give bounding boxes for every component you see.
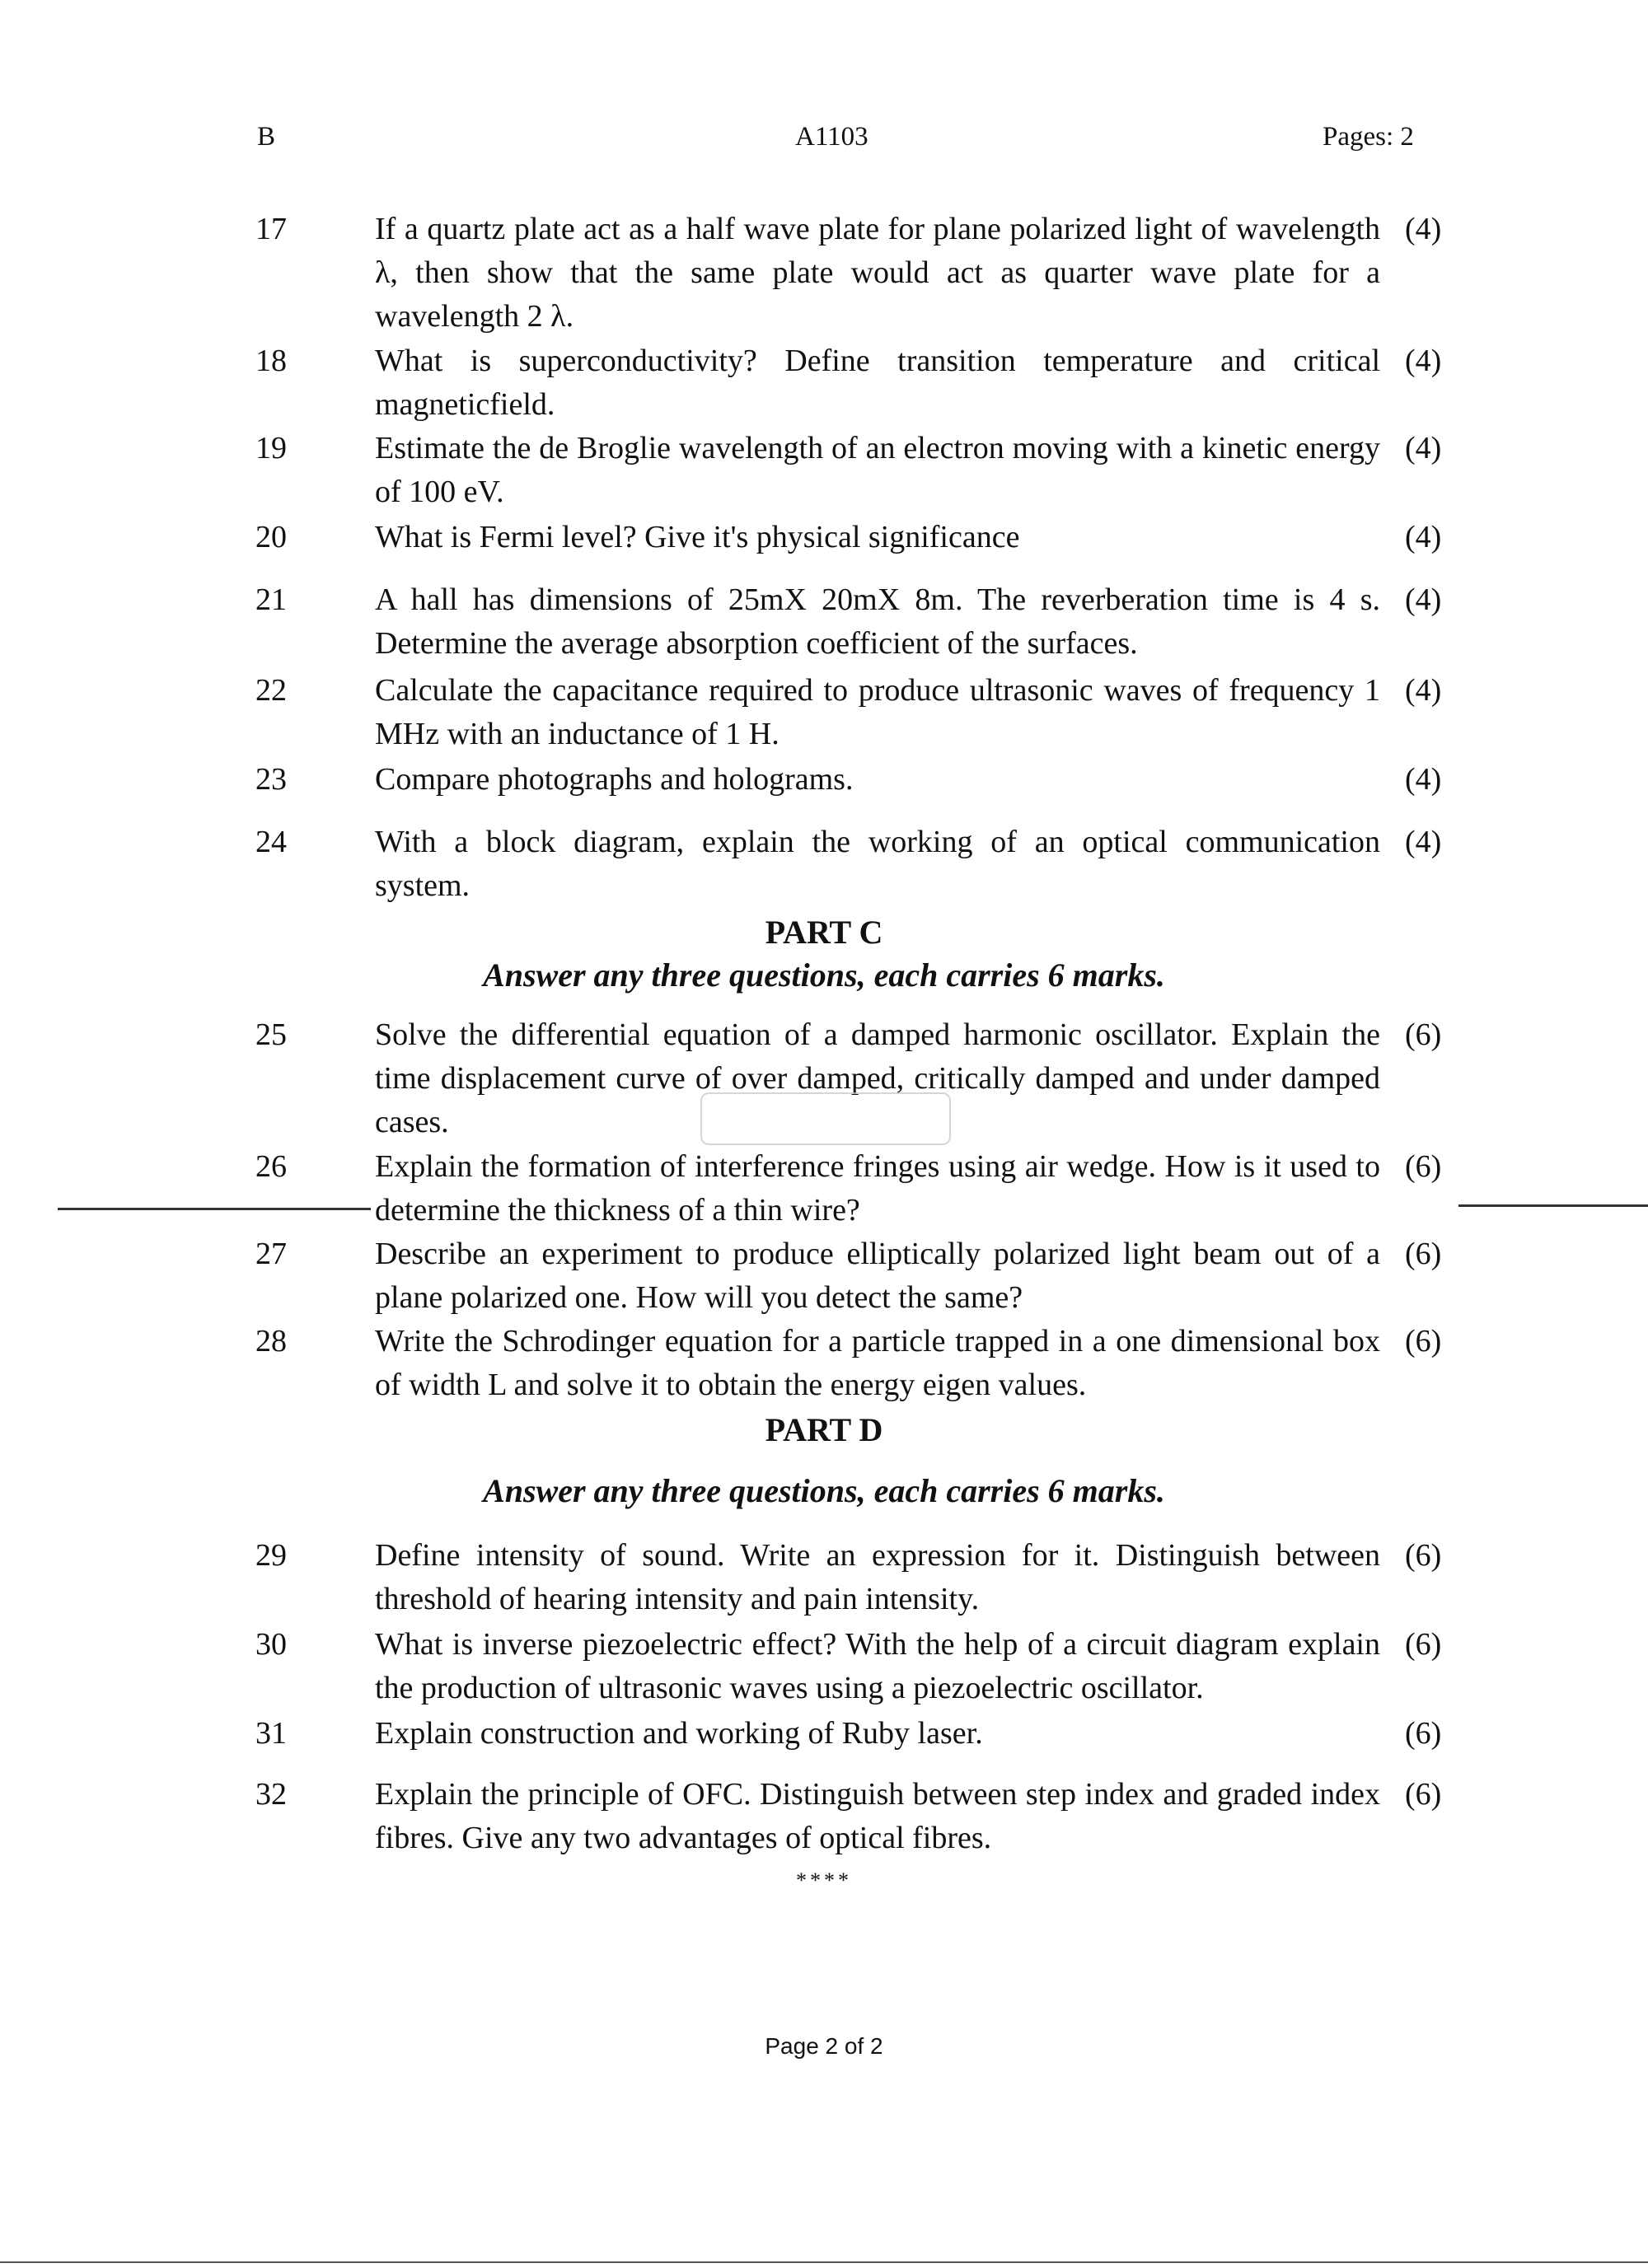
question-number: 29 — [255, 1538, 287, 1573]
question-text: Define intensity of sound. Write an expression for it. Distinguish between threshold of hearing intensity and pain intensity. — [375, 1538, 1380, 1616]
question-marks: (6) — [1405, 1017, 1442, 1052]
question-marks: (6) — [1405, 1777, 1442, 1812]
part-d-instruction: Answer any three questions, each carries 6 marks. — [483, 1472, 1165, 1509]
question-text: Compare photographs and holograms. — [375, 762, 854, 797]
end-marker: **** — [796, 1868, 852, 1892]
question-text: Describe an experiment to produce elliptically polarized light beam out of a plane polarized one. How will you detect the same? — [375, 1237, 1380, 1315]
question-text: Explain the principle of OFC. Distinguish between step index and graded index fibres. Give any two advantages of optical fibres. — [375, 1777, 1380, 1855]
part-d-title: PART D — [765, 1411, 883, 1448]
question-marks: (6) — [1405, 1627, 1442, 1662]
question-marks: (6) — [1405, 1237, 1442, 1271]
question-number: 30 — [255, 1627, 287, 1662]
question-text: Solve the differential equation of a damped harmonic oscillator. Explain the time displacement curve of over damped, critically damped and under damped cases. — [375, 1017, 1380, 1139]
question-number: 23 — [255, 762, 287, 797]
page-count: Pages: 2 — [1323, 122, 1414, 152]
question-number: 32 — [255, 1777, 287, 1812]
question-marks: (4) — [1405, 520, 1442, 554]
question-number: 19 — [255, 431, 287, 465]
question-text: With a block diagram, explain the working of an optical communication system. — [375, 825, 1380, 903]
question-text: Explain construction and working of Ruby laser. — [375, 1716, 983, 1751]
question-number: 24 — [255, 825, 287, 859]
question-marks: (6) — [1405, 1149, 1442, 1184]
scan-rule-left — [58, 1208, 371, 1210]
question-text: Write the Schrodinger equation for a particle trapped in a one dimensional box of width L and solve it to obtain the energy eigen values. — [375, 1324, 1380, 1402]
question-text: Explain the formation of interference fringes using air wedge. How is it used to determine the thickness of a thin wire? — [375, 1149, 1380, 1228]
question-number: 22 — [255, 673, 287, 708]
question-marks: (6) — [1405, 1716, 1442, 1751]
part-c-instruction: Answer any three questions, each carries 6 marks. — [483, 956, 1165, 994]
question-marks: (4) — [1405, 344, 1442, 378]
question-number: 31 — [255, 1716, 287, 1751]
question-marks: (4) — [1405, 212, 1442, 246]
question-marks: (4) — [1405, 431, 1442, 465]
question-number: 27 — [255, 1237, 287, 1271]
question-marks: (6) — [1405, 1538, 1442, 1573]
series-label: B — [257, 122, 276, 152]
question-text: Calculate the capacitance required to produce ultrasonic waves of frequency 1 MHz with an inductance of 1 H. — [375, 673, 1380, 751]
watermark-logo — [700, 1092, 951, 1145]
question-text: If a quartz plate act as a half wave plate for plane polarized light of wavelength λ, then show that the same plate would act as quarter wave plate for a wavelength 2 λ. — [375, 212, 1380, 334]
question-text: What is inverse piezoelectric effect? With the help of a circuit diagram explain the production of ultrasonic waves using a piezoelectric oscillator. — [375, 1627, 1380, 1705]
page-footer: Page 2 of 2 — [765, 2033, 883, 2059]
part-c-title: PART C — [765, 914, 883, 951]
question-marks: (6) — [1405, 1324, 1442, 1358]
question-number: 28 — [255, 1324, 287, 1358]
question-marks: (4) — [1405, 582, 1442, 617]
question-number: 26 — [255, 1149, 287, 1184]
question-text: What is Fermi level? Give it's physical significance — [375, 520, 1020, 554]
question-number: 20 — [255, 520, 287, 554]
question-text: A hall has dimensions of 25mX 20mX 8m. The reverberation time is 4 s. Determine the average absorption coefficient of the surfaces. — [375, 582, 1380, 661]
question-marks: (4) — [1405, 825, 1442, 859]
scan-rule-bottom — [0, 2261, 1648, 2263]
question-marks: (4) — [1405, 673, 1442, 708]
scan-rule-right — [1458, 1204, 1648, 1207]
question-number: 25 — [255, 1017, 287, 1052]
exam-code: A1103 — [795, 122, 868, 152]
question-text: What is superconductivity? Define transition temperature and critical magneticfield. — [375, 344, 1380, 422]
question-number: 21 — [255, 582, 287, 617]
question-text: Estimate the de Broglie wavelength of an electron moving with a kinetic energy of 100 eV. — [375, 431, 1380, 509]
question-number: 17 — [255, 212, 287, 246]
question-number: 18 — [255, 344, 287, 378]
question-marks: (4) — [1405, 762, 1442, 797]
